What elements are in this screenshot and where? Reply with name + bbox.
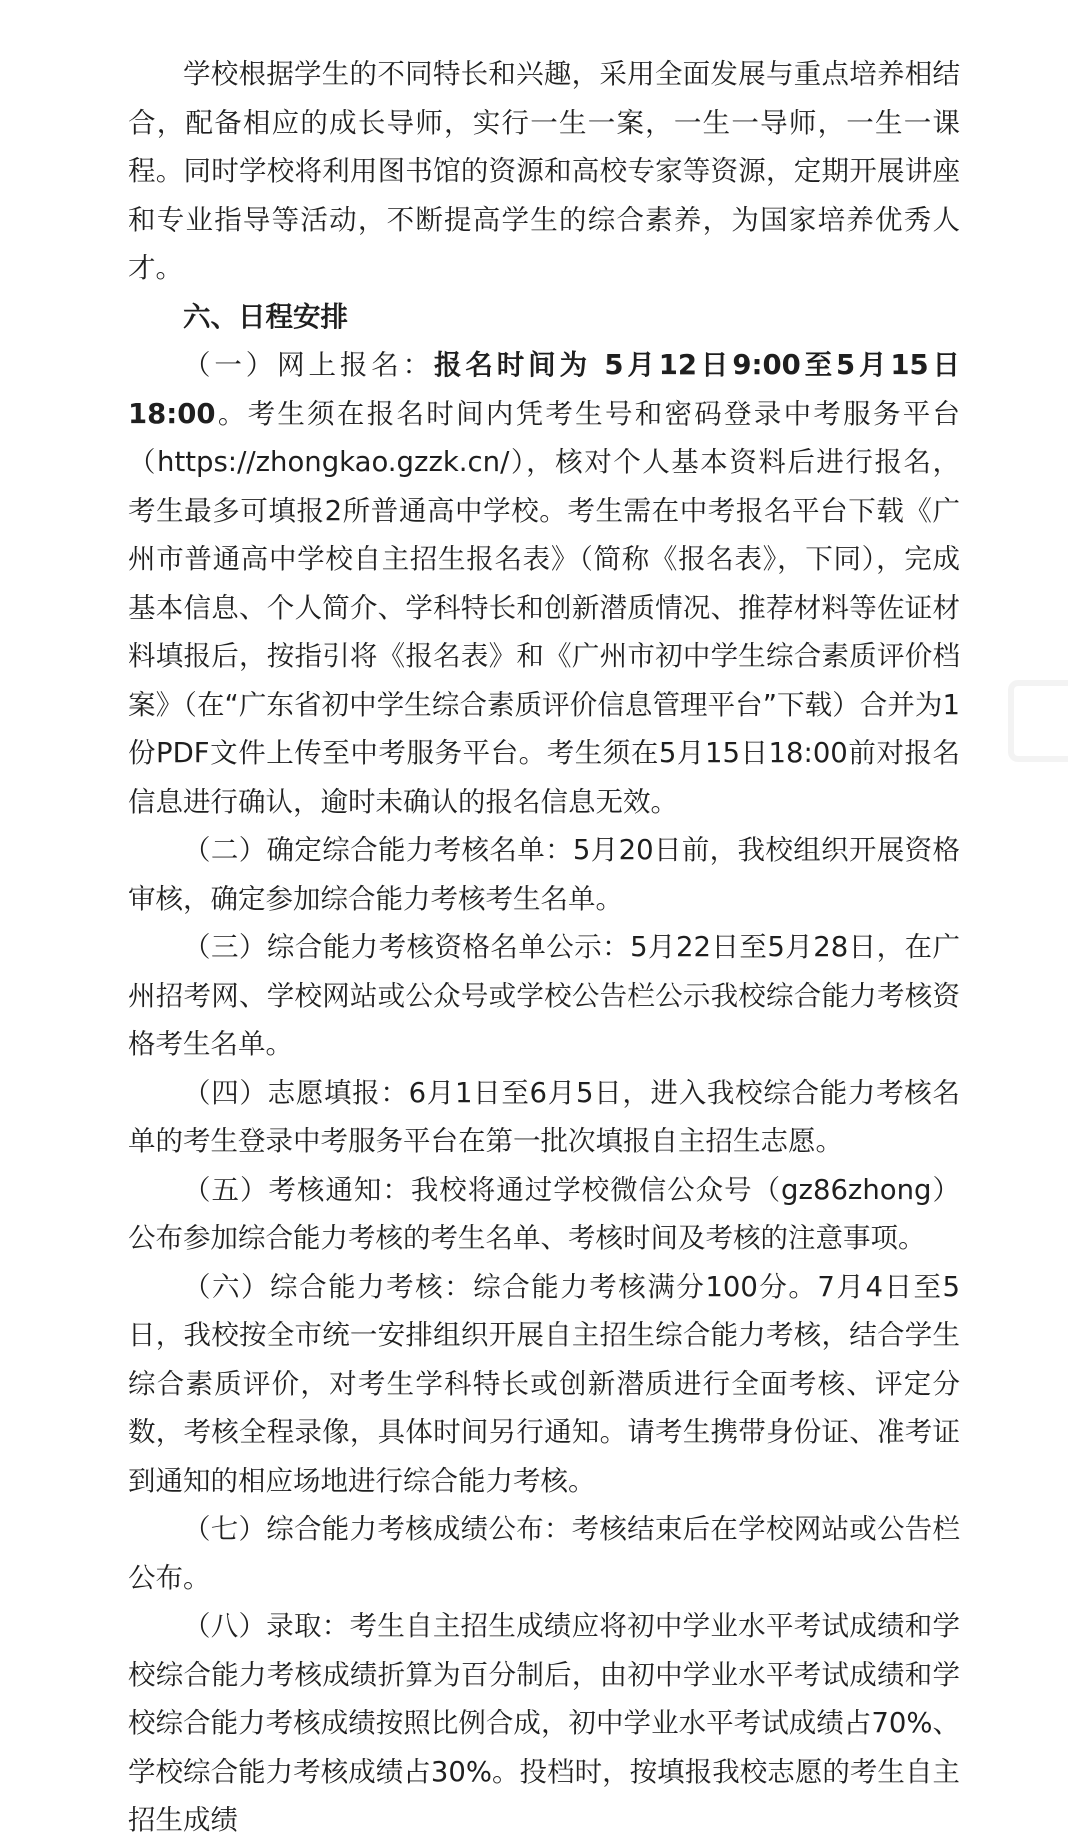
item-list-confirmation: （二）确定综合能力考核名单：5月20日前，我校组织开展资格审核，确定参加综合能力考核考生名单。 xyxy=(128,834,960,915)
item-assessment-notice: （五）考核通知：我校将通过学校微信公众号（gz86zhong）公布参加综合能力考核的考生名单、考核时间及考核的注意事项。 xyxy=(128,1173,960,1254)
registration-text: 。考生须在报名时间内凭考生号和密码登录中考服务平台（https://zhongkao.gzzk.cn/），核对个人基本资料后进行报名，考生最多可填报2所普通高中学校。考生需在中考报名平台下载《广州市普通高中学校自主招生报名表》（简称《报名表》，下同），完成基本信息、个人简介、学科特长和创新潜质情况、推荐材料等佐证材料填报后，按指引将《报名表》和《广州市初中学生综合素质评价档案》（在“广东省初中学生综合素质评价信息管理平台”下载）合并为1份PDF文件上传至中考服务平台。考生须在5月15日18:00前对报名信息进行确认，逾时未确认的报名信息无效。 xyxy=(128,397,960,818)
item-admission: （八）录取：考生自主招生成绩应将初中学业水平考试成绩和学校综合能力考核成绩折算为百分制后，由初中学业水平考试成绩和学校综合能力考核成绩按照比例合成，初中学业水平考试成绩占70%、学校综合能力考核成绩占30%。投档时，按填报我校志愿的考生自主招生成绩 xyxy=(128,1610,960,1836)
section-heading-schedule: 六、日程安排 xyxy=(183,300,348,333)
faint-edge-mark xyxy=(1008,680,1068,762)
item-application-filling: （四）志愿填报：6月1日至6月5日，进入我校综合能力考核名单的考生登录中考服务平台在第一批次填报自主招生志愿。 xyxy=(128,1076,960,1157)
registration-prefix: （一）网上报名： xyxy=(183,349,435,381)
item-results-announcement: （七）综合能力考核成绩公布：考核结束后在学校网站或公告栏公布。 xyxy=(128,1513,960,1594)
intro-paragraph: 学校根据学生的不同特长和兴趣，采用全面发展与重点培养相结合，配备相应的成长导师，实行一生一案，一生一导师，一生一课程。同时学校将利用图书馆的资源和高校专家等资源，定期开展讲座和专业指导等活动，不断提高学生的综合素养，为国家培养优秀人才。 xyxy=(128,58,960,284)
item-online-registration xyxy=(128,341,960,826)
registration-time-bold: 报名时间为 5月12日9:00至5月15日18:00 xyxy=(128,349,961,430)
item-list-publicity: （三）综合能力考核资格名单公示：5月22日至5月28日，在广州招考网、学校网站或公众号或学校公告栏公示我校综合能力考核资格考生名单。 xyxy=(128,931,960,1060)
item-comprehensive-assessment: （六）综合能力考核：综合能力考核满分100分。7月4日至5日，我校按全市统一安排组织开展自主招生综合能力考核，结合学生综合素质评价，对考生学科特长或创新潜质进行全面考核、评定分数，考核全程录像，具体时间另行通知。请考生携带身份证、准考证到通知的相应场地进行综合能力考核。 xyxy=(128,1270,960,1497)
